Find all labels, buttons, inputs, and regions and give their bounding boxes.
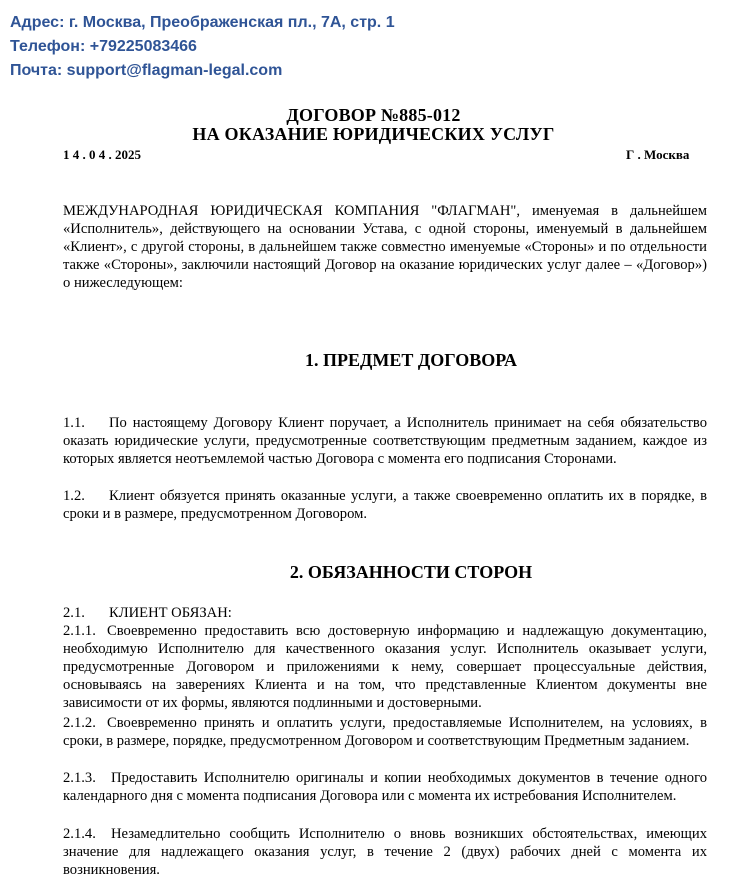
company-phone: Телефон: +79225083466	[10, 38, 197, 55]
clause-text: По настоящему Договору Клиент поручает, а Исполнитель принимает на себя обязательство оказать юридические услуги, предусмотренные соответствующим предметным заданием, каждое из которых является неотъемлемой частью Договора с момента его подписания Сторонами.	[63, 415, 707, 467]
clause-2-1-2	[63, 714, 707, 750]
clause-text: Предоставить Исполнителю оригиналы и копии необходимых документов в течение одного календарного дня с момента подписания Договора или с момента их истребования Исполнителем.	[63, 770, 707, 804]
clause-number: 2.1.3.	[63, 770, 96, 786]
contract-city: Г . Москва	[626, 147, 690, 162]
section-2-heading: 2. ОБЯЗАННОСТИ СТОРОН	[289, 562, 533, 582]
clause-number: 2.1.	[63, 605, 85, 621]
section-1-heading: 1. ПРЕДМЕТ ДОГОВОРА	[305, 350, 517, 370]
contract-title: ДОГОВОР №885-012	[286, 105, 461, 125]
clause-number: 1.1.	[63, 415, 85, 431]
clause-number: 2.1.1.	[63, 623, 96, 639]
clause-number: 1.2.	[63, 488, 85, 504]
clause-text: Клиент обязуется принять оказанные услуги, а также своевременно оплатить их в порядке, в сроки и в размере, предусмотренном Договором.	[63, 488, 707, 522]
intro-paragraph: МЕЖДУНАРОДНАЯ ЮРИДИЧЕСКАЯ КОМПАНИЯ "ФЛАГМАН", именуемая в дальнейшем «Исполнитель», действующего на основании Устава, с одной стороны, именуемый в дальнейшем «Клиент», с другой стороны, в дальнейшем также совместно именуемые «Стороны» и по отдельности также «Стороны», заключили настоящий Договор на оказание юридических услуг далее – «Договор») о нижеследующем:	[63, 203, 707, 291]
clause-title: КЛИЕНТ ОБЯЗАН:	[109, 605, 232, 621]
clause-text: Своевременно принять и оплатить услуги, предоставляемые Исполнителем, на условиях, в сроки, в размере, порядке, предусмотренном Договором и соответствующим Предметным заданием.	[63, 715, 707, 749]
clause-2-1	[63, 604, 707, 622]
contract-subtitle: НА ОКАЗАНИЕ ЮРИДИЧЕСКИХ УСЛУГ	[192, 124, 555, 144]
clause-2-1-1	[63, 622, 707, 712]
clause-2-1-3	[63, 769, 707, 805]
contract-date: 1 4 . 0 4 . 2025	[63, 147, 141, 162]
clause-2-1-4	[63, 825, 707, 879]
clause-number: 2.1.2.	[63, 715, 96, 731]
clause-1-2	[63, 487, 707, 523]
company-address: Адрес: г. Москва, Преображенская пл., 7А, стр. 1	[10, 14, 395, 31]
company-email: Почта: support@flagman-legal.com	[10, 62, 283, 79]
clause-text: Своевременно предоставить всю достоверную информацию и надлежащую документацию, необходимую Исполнителю для качественного оказания услуг. Исполнитель оказывает услуги, предусмотренные Договором и приложениями к нему, совершает процессуальные действия, основываясь на заверениях Клиента и на том, что представленные Клиентом документы вне зависимости от их формы, являются подлинными и достоверными.	[63, 623, 707, 711]
clause-number: 2.1.4.	[63, 826, 96, 842]
clause-1-1	[63, 414, 707, 468]
clause-text: Незамедлительно сообщить Исполнителю о вновь возникших обстоятельствах, имеющих значение для надлежащего оказания услуг, в течение 2 (двух) рабочих дней с момента их возникновения.	[63, 826, 707, 878]
